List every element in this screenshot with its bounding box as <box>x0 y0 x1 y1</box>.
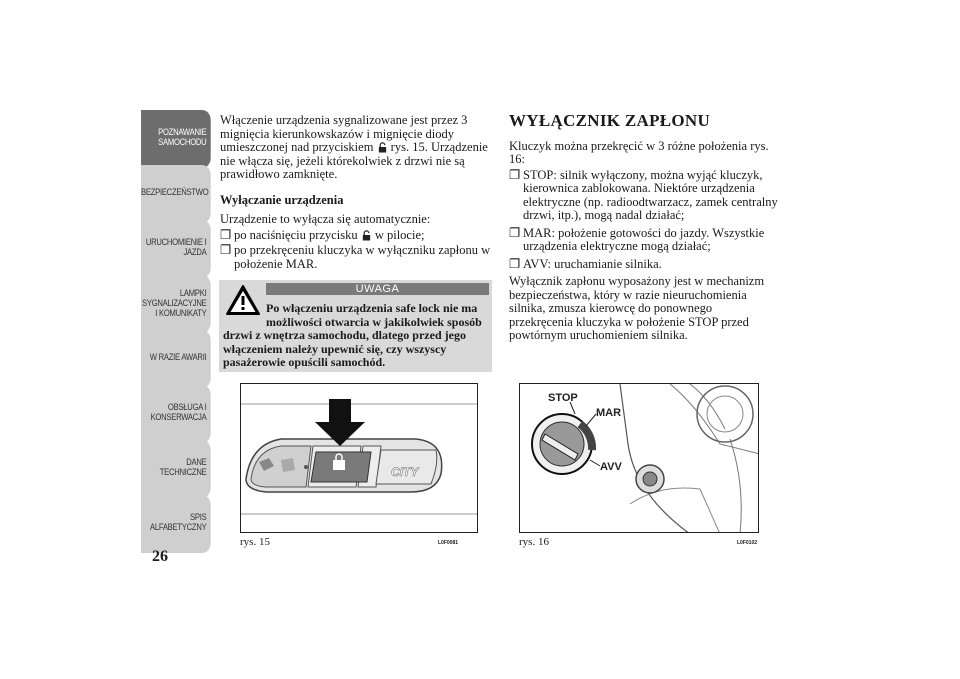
chapter-tab-label: BEZPIECZEŃSTWO <box>141 187 209 197</box>
intro-paragraph: Kluczyk można przekręcić w 3 różne położenia rys. 16: <box>509 138 769 166</box>
list-item: ❐ po przekręceniu kluczyka w wyłączniku zapłonu w położenie MAR. <box>220 243 491 271</box>
section-subheading: Wyłączanie urządzenia <box>220 192 344 207</box>
section-heading: WYŁĄCZNIK ZAPŁONU <box>509 111 711 130</box>
chapter-tab[interactable] <box>141 495 211 553</box>
chapter-tab-label: TECHNICZNE <box>159 467 207 477</box>
left-column <box>220 114 492 273</box>
figure-16-caption: rys. 16 <box>519 536 549 548</box>
right-column <box>509 111 779 346</box>
list-item: ❐ AVV: uruchamianie silnika. <box>509 256 662 271</box>
intro-paragraph: Włączenie urządzenia sygnalizowane jest przez 3 mignięcia kierunkowskazów i mignięcie diody umieszczonej nad przyciskiem rys. 15. Urządzenie nie włącza się, jeżeli którekolwiek z drzwi nie są prawidłowo zamknięte. <box>220 113 488 181</box>
chapter-tab-label: SPIS <box>190 512 207 522</box>
chapter-tab-label: OBSŁUGA I <box>167 402 207 412</box>
list-item: ❐ po naciśnięciu przycisku w pilocie; <box>220 227 425 242</box>
chapter-tab-label: SYGNALIZACYJNE <box>141 298 207 308</box>
chapter-tab[interactable] <box>141 220 211 278</box>
paragraph: Urządzenie to wyłącza się automatycznie: <box>220 212 431 226</box>
list-item: ❐ STOP: silnik wyłączony, można wyjąć kluczyk, kierownica zablokowana. Niektóre urządzenia elektryczne (np. radioodtwarzacz, zamek centralny drzwi, itp.), mogą nadal działać; <box>509 167 778 222</box>
warning-text: Po włączeniu urządzenia safe lock nie ma możliwości otwarcia w jakikolwiek sposób drzwi z wnętrza samochodu, dlatego przed jego włączeniem należy upewnić się, czy wszyscy pasażerowie opuścili samochód. <box>223 301 482 369</box>
figure-16-code: L0F0102 <box>737 540 758 546</box>
chapter-tab-label: JAZDA <box>183 247 207 257</box>
list-item: ❐ MAR: położenie gotowości do jazdy. Wszystkie urządzenia elektryczne mogą działać; <box>509 225 765 253</box>
page-number: 26 <box>152 548 168 565</box>
mar-label: MAR <box>596 407 622 419</box>
avv-label: AVV <box>600 461 622 473</box>
ignition-illustration <box>520 384 759 533</box>
warning-box <box>219 280 492 372</box>
city-button-label: CITY <box>391 465 419 479</box>
figure-15-code: L0F0081 <box>438 540 459 546</box>
figure-16-ignition-switch <box>519 383 759 533</box>
chapter-tab-label: I KOMUNIKATY <box>155 308 207 318</box>
button-panel-illustration <box>241 384 478 533</box>
chapter-tab[interactable] <box>141 275 211 333</box>
figure-15-caption: rys. 15 <box>240 536 270 548</box>
chapter-tab[interactable] <box>141 385 211 443</box>
lock-icon <box>361 229 372 241</box>
chapter-tab-label: KONSERWACJA <box>150 412 207 422</box>
chapter-tab[interactable] <box>141 440 211 498</box>
chapter-tab-label: ALFABETYCZNY <box>149 522 207 532</box>
closing-paragraph: Wyłącznik zapłonu wyposażony jest w mechanizm bezpieczeństwa, który w razie nieuruchomienia silnika, zmusza kierowcę do ponownego przekręcenia kluczyka w położenie STOP przed powtórnym uruchomieniem silnika. <box>509 274 765 342</box>
chapter-tab-label: LAMPKI <box>179 288 207 298</box>
stop-label: STOP <box>548 392 578 404</box>
chapter-tab[interactable] <box>141 165 211 223</box>
chapter-tab[interactable] <box>141 330 211 388</box>
chapter-tab-label: DANE <box>186 457 207 467</box>
chapter-tab[interactable] <box>141 110 211 168</box>
chapter-tab-label: SAMOCHODU <box>158 137 207 147</box>
chapter-tab-label: POZNAWANIE <box>158 127 207 137</box>
lock-icon <box>377 141 388 153</box>
warning-title: UWAGA <box>266 283 489 295</box>
figure-15-safe-lock-button <box>240 383 478 533</box>
chapter-tab-label: W RAZIE AWARII <box>149 352 207 362</box>
chapter-tab-label: URUCHOMIENIE I <box>145 237 207 247</box>
